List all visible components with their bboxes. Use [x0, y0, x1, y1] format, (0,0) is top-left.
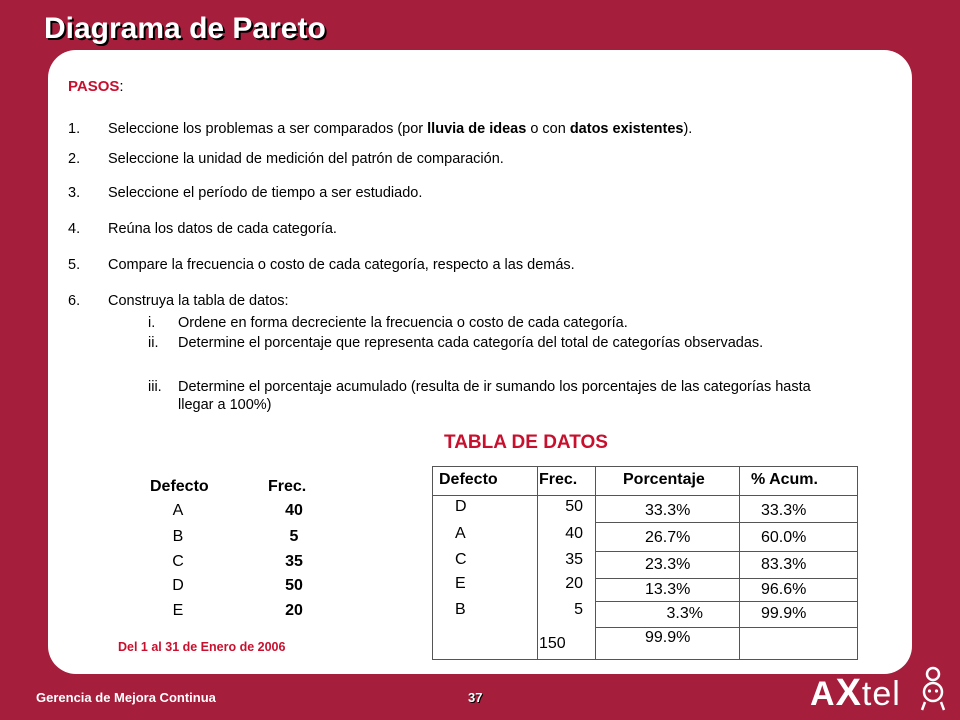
- row-divider: [433, 495, 857, 496]
- period-label: Del 1 al 31 de Enero de 2006: [118, 640, 286, 654]
- slide-title: Diagrama de Pareto: [44, 12, 326, 45]
- step-text: Construya la tabla de datos:: [108, 293, 289, 309]
- cell-percent: 13.3%: [645, 581, 691, 598]
- step-number: 2.: [68, 151, 81, 167]
- step-text: Reúna los datos de cada categoría.: [108, 221, 337, 237]
- cell-freq: 5: [574, 601, 583, 618]
- raw-cell-freq: 20: [285, 602, 303, 619]
- cell-freq: 20: [565, 575, 583, 592]
- raw-cell-freq: 50: [285, 577, 303, 594]
- step-number: 1.: [68, 121, 81, 137]
- header-percent: Porcentaje: [623, 471, 705, 488]
- row-divider: [595, 627, 857, 628]
- footer-department: Gerencia de Mejora Continua: [36, 690, 216, 705]
- step-number: 3.: [68, 185, 81, 201]
- substep-text: Ordene en forma decreciente la frecuencia o costo de cada categoría.: [178, 315, 628, 331]
- substep-number: i.: [148, 315, 156, 331]
- raw-cell-freq: 35: [285, 553, 303, 570]
- substep-text: Determine el porcentaje que representa cada categoría del total de categorías observadas.: [178, 335, 764, 351]
- cell-defect: B: [455, 601, 466, 618]
- sorted-data-table: [432, 466, 858, 660]
- steps-heading: PASOS:: [68, 78, 124, 95]
- total-freq: 150: [539, 635, 566, 652]
- cell-cumulative: 60.0%: [761, 529, 807, 546]
- cell-defect: E: [455, 575, 466, 592]
- row-divider: [595, 601, 857, 602]
- step-number: 6.: [68, 293, 81, 309]
- page-number: 37: [468, 690, 483, 705]
- raw-header-freq: Frec.: [268, 478, 307, 495]
- substep-number: ii.: [148, 335, 159, 351]
- raw-cell-defect: A: [172, 502, 184, 519]
- total-percent: 99.9%: [645, 629, 691, 646]
- cell-defect: A: [455, 525, 466, 542]
- mascot-icon: [916, 666, 950, 712]
- substep-text: Determine el porcentaje acumulado (resulta de ir sumando los porcentajes de las categorías hasta llegar a 100%): [178, 379, 811, 413]
- cell-percent: 33.3%: [645, 502, 691, 519]
- cell-freq: 50: [565, 498, 583, 515]
- raw-cell-freq: 40: [285, 502, 303, 519]
- cell-freq: 35: [565, 551, 583, 568]
- row-divider: [595, 551, 857, 552]
- step-text: Seleccione la unidad de medición del patrón de comparación.: [108, 151, 504, 167]
- step-number: 5.: [68, 257, 81, 273]
- step-text: Seleccione los problemas a ser comparados (por lluvia de ideas o con datos existentes).: [108, 121, 693, 137]
- data-table-title: TABLA DE DATOS: [444, 432, 608, 453]
- cell-cumulative: 83.3%: [761, 556, 807, 573]
- brand-logo: AXtel: [810, 672, 901, 714]
- substep-number: iii.: [148, 379, 162, 395]
- cell-freq: 40: [565, 525, 583, 542]
- cell-percent: 23.3%: [645, 556, 691, 573]
- cell-cumulative: 96.6%: [761, 581, 807, 598]
- content-panel: [48, 50, 912, 674]
- step-number: 4.: [68, 221, 81, 237]
- raw-cell-defect: C: [172, 553, 184, 570]
- header-cumulative: % Acum.: [751, 471, 818, 488]
- raw-cell-defect: D: [172, 577, 184, 594]
- cell-cumulative: 33.3%: [761, 502, 807, 519]
- cell-defect: D: [455, 498, 467, 515]
- raw-cell-freq: 5: [289, 528, 299, 545]
- cell-defect: C: [455, 551, 467, 568]
- raw-cell-defect: E: [172, 602, 184, 619]
- header-freq: Frec.: [539, 471, 578, 488]
- raw-header-defect: Defecto: [150, 478, 209, 495]
- header-defect: Defecto: [439, 471, 498, 488]
- cell-percent: 26.7%: [645, 529, 691, 546]
- row-divider: [595, 578, 857, 579]
- cell-percent: 3.3%: [666, 605, 703, 622]
- raw-cell-defect: B: [172, 528, 184, 545]
- row-divider: [595, 522, 857, 523]
- cell-cumulative: 99.9%: [761, 605, 807, 622]
- step-text: Seleccione el período de tiempo a ser estudiado.: [108, 185, 423, 201]
- step-text: Compare la frecuencia o costo de cada categoría, respecto a las demás.: [108, 257, 575, 273]
